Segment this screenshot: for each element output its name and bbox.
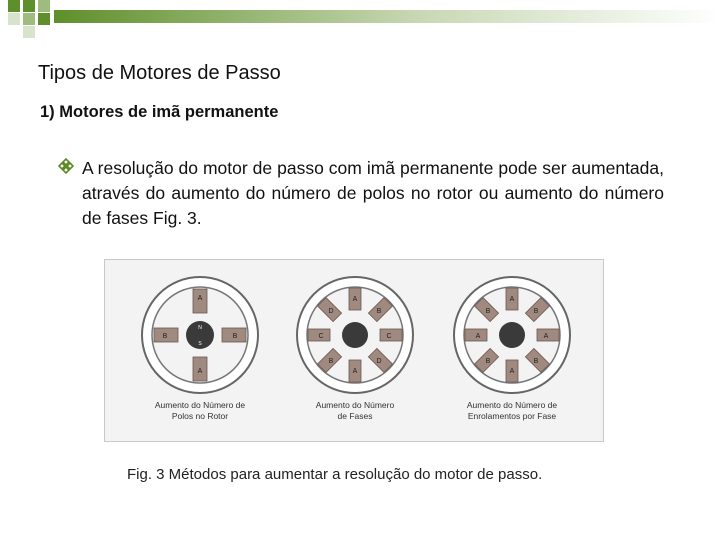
pole-label: A <box>509 296 515 303</box>
slide-subtitle: 1) Motores de imã permanente <box>40 103 279 121</box>
motor-caption-line: Enrolamentos por Fase <box>467 411 557 421</box>
rotor-label: S <box>198 341 202 347</box>
pole-label: D <box>328 308 334 315</box>
decorative-header-graphic <box>0 0 720 40</box>
pole-label: B <box>485 308 491 315</box>
pole-label: A <box>475 333 481 340</box>
stepper-motor-diagram-windings <box>449 272 575 398</box>
pole-label: C <box>318 333 324 340</box>
slide-title: Tipos de Motores de Passo <box>38 62 281 84</box>
rotor-label: N <box>198 325 202 331</box>
motor-caption-line: Aumento do Número <box>315 400 395 410</box>
motor-caption <box>447 400 577 422</box>
pole-label: A <box>352 296 358 303</box>
bullet-item <box>58 156 664 231</box>
pole-label: A <box>352 368 358 375</box>
motor-caption <box>135 400 265 422</box>
pole-label: B <box>485 358 491 365</box>
motor-caption-line: de Fases <box>337 411 373 421</box>
motor-caption-line: Polos no Rotor <box>171 411 229 421</box>
bullet-text: A resolução do motor de passo com imã permanente pode ser aumentada, através do aumento do número de polos no rotor ou aumento do número de fases Fig. 3. <box>82 158 664 228</box>
pole-label: A <box>197 368 203 375</box>
diamond-bullet-icon <box>58 158 74 174</box>
motor-figure <box>104 259 604 442</box>
motor-caption-line: Aumento do Número de <box>466 400 558 410</box>
pole-label: B <box>162 333 168 340</box>
motor-caption-line: Aumento do Número de <box>154 400 246 410</box>
stepper-motor-diagram-poles <box>137 272 263 398</box>
pole-label: B <box>232 333 238 340</box>
pole-label: C <box>386 333 392 340</box>
pole-label: A <box>509 368 515 375</box>
pole-label: A <box>543 333 549 340</box>
pole-label: B <box>533 308 539 315</box>
pole-label: D <box>376 358 382 365</box>
pole-label: A <box>197 295 203 302</box>
figure-caption: Fig. 3 Métodos para aumentar a resolução do motor de passo. <box>127 466 543 483</box>
motor-caption <box>290 400 420 422</box>
pole-label: B <box>376 308 382 315</box>
pole-label: B <box>533 358 539 365</box>
stepper-motor-diagram-phases <box>292 272 418 398</box>
pole-label: B <box>328 358 334 365</box>
